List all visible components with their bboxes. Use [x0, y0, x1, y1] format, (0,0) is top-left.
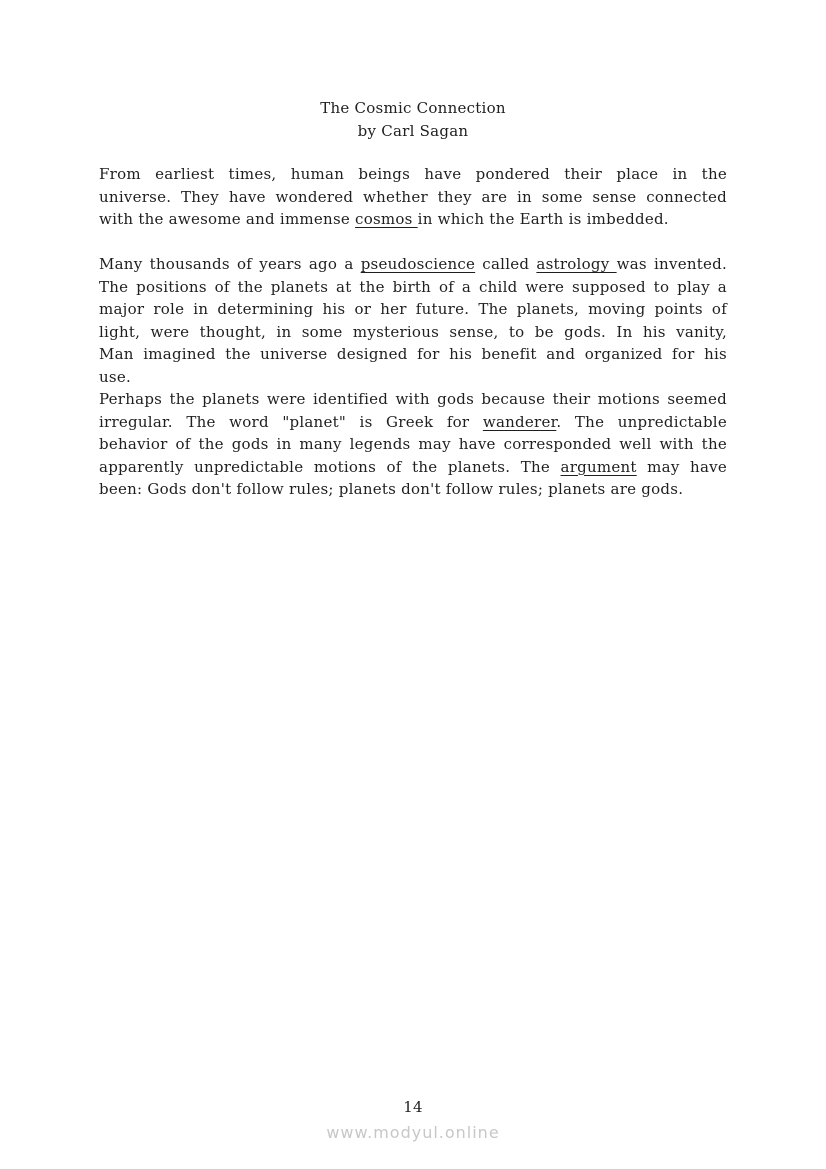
text-line [99, 366, 727, 389]
document-byline: by Carl Sagan [357, 121, 469, 140]
text-line [99, 321, 727, 344]
text-segment: with the awesome and immense [99, 210, 356, 228]
paragraph [99, 253, 727, 388]
underlined-term: pseudoscience [360, 255, 476, 273]
underlined-term: cosmos [355, 210, 418, 228]
text-segment: use. [99, 367, 132, 386]
text-line [99, 298, 727, 321]
watermark: www.modyul.online [326, 1122, 500, 1142]
text-segment: major role in determining his or her future. The planets, moving points of [99, 300, 727, 318]
page-number: 14 [403, 1097, 423, 1116]
text-segment: behavior of the gods in many legends may have corresponded well with the [99, 435, 727, 453]
text-line [99, 343, 727, 366]
document-paragraphs [99, 163, 727, 501]
text-segment: universe. They have wondered whether they are in some sense connected [99, 187, 727, 206]
text-segment: From earliest times, human beings have pondered their place in the [99, 165, 727, 183]
text-segment: light, were thought, in some mysterious sense, to be gods. In his vanity, [99, 322, 727, 341]
text-segment: in which the Earth is imbedded. [417, 210, 669, 228]
text-line [99, 411, 727, 434]
text-segment: been: Gods don't follow rules; planets don't follow rules; planets are gods. [99, 480, 684, 498]
paragraph [99, 163, 727, 231]
text-segment: apparently unpredictable motions of the planets. The [99, 457, 561, 476]
text-line [99, 478, 727, 501]
text-segment: The positions of the planets at the birth of a child were supposed to play a [99, 277, 727, 296]
title-block [99, 97, 727, 142]
text-line [99, 163, 727, 186]
text-segment: was invented. [616, 255, 728, 273]
underlined-term: wanderer [482, 412, 557, 431]
text-segment: Many thousands of years ago a [99, 255, 361, 273]
document-title: The Cosmic Connection [320, 99, 506, 117]
underlined-term: astrology [536, 255, 617, 273]
paragraph [99, 388, 727, 501]
text-segment: Man imagined the universe designed for his benefit and organized for his [99, 345, 727, 363]
text-line [99, 433, 727, 456]
text-segment: called [475, 255, 537, 273]
text-line [99, 388, 727, 411]
underlined-term: argument [560, 457, 637, 476]
text-line [99, 208, 727, 231]
document-content [99, 97, 727, 501]
text-segment: may have [636, 457, 727, 476]
text-line [99, 253, 727, 276]
text-segment: irregular. The word "planet" is Greek for [99, 412, 483, 431]
text-segment: . The unpredictable [556, 412, 727, 431]
text-line [99, 186, 727, 209]
text-line [99, 456, 727, 479]
text-line [99, 276, 727, 299]
text-segment: Perhaps the planets were identified with gods because their motions seemed [99, 390, 727, 408]
